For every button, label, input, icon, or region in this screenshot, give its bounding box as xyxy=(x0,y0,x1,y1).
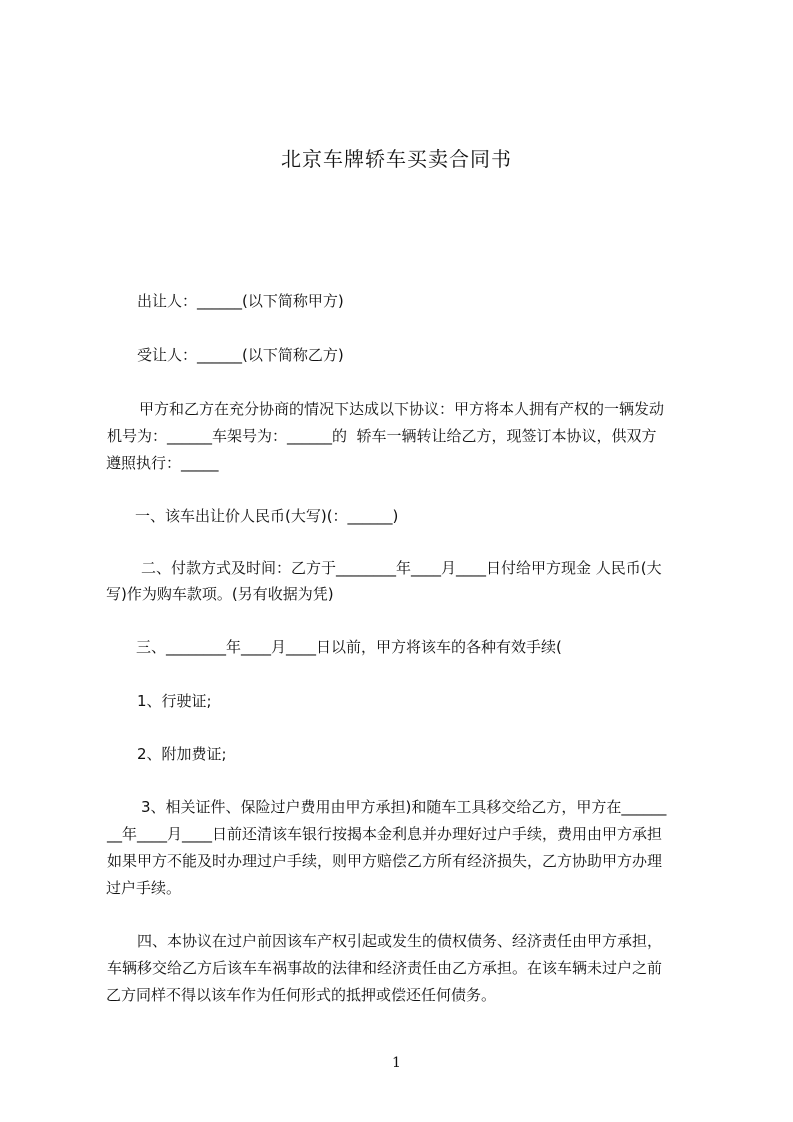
page-number: 1 xyxy=(392,1055,401,1071)
item-surcharge-certificate: 2、附加费证; xyxy=(137,745,227,763)
item-3-line-4: 过户手续。 xyxy=(106,879,182,897)
clause-4-line-3: 乙方同样不得以该车作为任何形式的抵押或偿还任何债务。 xyxy=(106,986,497,1004)
item-3-line-2: __年____月____日前还清该车银行按揭本金利息并办理好过户手续，费用由甲方承担 xyxy=(107,825,663,843)
transferee-line: 受让人：______(以下简称乙方) xyxy=(137,346,344,364)
agreement-intro-line-2: 机号为：______车架号为：______的 轿车一辆转让给乙方，现签订本协议，供双方 xyxy=(107,427,657,445)
clause-4-line-1: 四、本协议在过户前因该车产权引起或发生的债权债务、经济责任由甲方承担， xyxy=(137,932,663,950)
clause-3-documents: 三、________年____月____日以前，甲方将该车的各种有效手续( xyxy=(136,638,562,656)
clause-2-payment-line-1: 二、付款方式及时间：乙方于________年____月____日付给甲方现金 人民币(大 xyxy=(141,559,662,577)
clause-2-payment-line-2: 写)作为购车款项。(另有收据为凭) xyxy=(106,585,334,603)
agreement-intro-line-3: 遵照执行：_____ xyxy=(106,454,219,472)
item-driving-license: 1、行驶证; xyxy=(137,692,212,710)
agreement-intro-line-1: 甲方和乙方在充分协商的情况下达成以下协议：甲方将本人拥有产权的一辆发动 xyxy=(139,400,665,418)
document-title: 北京车牌轿车买卖合同书 xyxy=(281,147,512,171)
clause-1-price: 一、该车出让价人民币(大写)(：______) xyxy=(135,507,399,525)
item-3-line-3: 如果甲方不能及时办理过户手续，则甲方赔偿乙方所有经济损失，乙方协助甲方办理 xyxy=(107,852,663,870)
transferor-line: 出让人：______(以下简称甲方) xyxy=(137,292,344,310)
item-3-line-1: 3、相关证件、保险过户费用由甲方承担)和随车工具移交给乙方，甲方在______ xyxy=(141,798,667,816)
clause-4-line-2: 车辆移交给乙方后该车车祸事故的法律和经济责任由乙方承担。在该车辆未过户之前 xyxy=(107,959,663,977)
